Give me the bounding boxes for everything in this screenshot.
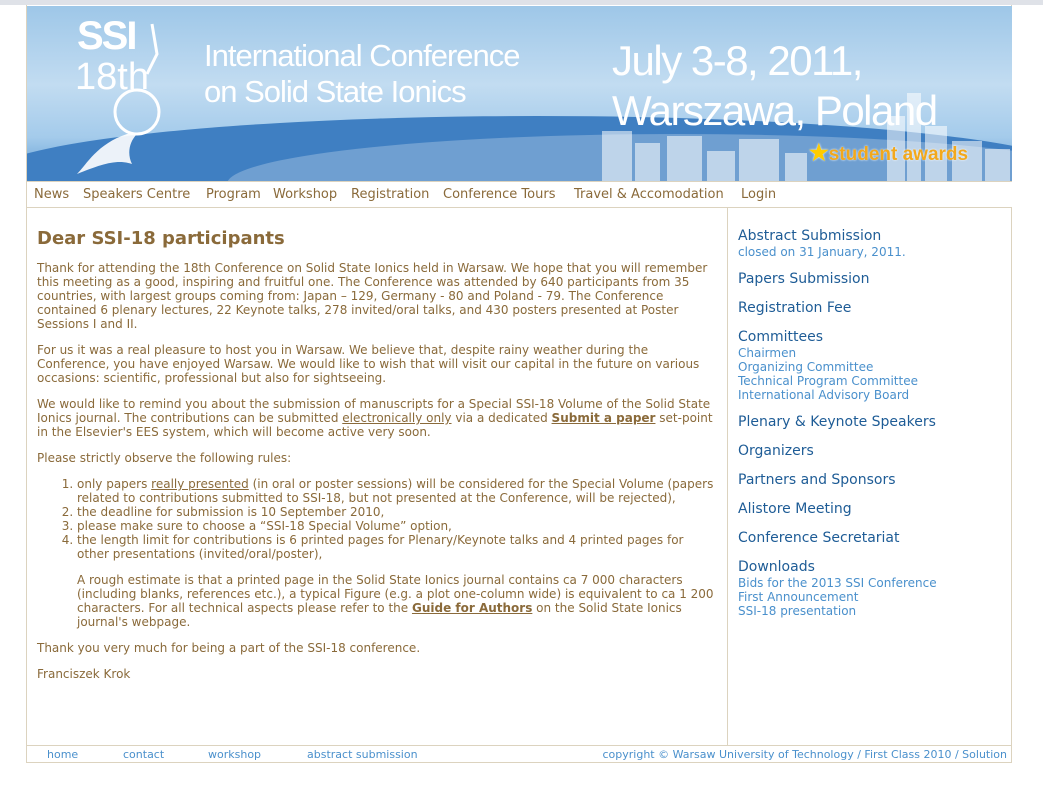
skyline-building: [635, 143, 660, 181]
skyline-building: [985, 149, 1010, 181]
footer-copyright: copyright © Warsaw University of Technology / First Class 2010 / Solution: [602, 748, 1007, 761]
rules-list: [37, 477, 717, 629]
title-line-1: International Conference: [204, 38, 520, 73]
page-frame: [26, 5, 1012, 763]
submission-text-b: via a dedicated: [451, 411, 552, 425]
sidebar-papers-submission[interactable]: Papers Submission: [738, 271, 870, 287]
footer-abstract-submission-link[interactable]: abstract submission: [307, 748, 418, 761]
note-text-a: A rough estimate is that a printed page in the Solid State Ionics journal contains ca 7 000 characters (including blanks, references etc.), a typical Figure (e.g. a plot one-column wide) is equivalent to ca 1 200 characters. For all technical aspects please refer to the: [77, 573, 714, 615]
sidebar-abstract-closed: closed on 31 January, 2011.: [738, 245, 906, 259]
paragraph-pleasure: For us it was a real pleasure to host you in Warsaw. We believe that, despite rainy weather during the Conference, you have enjoyed Warsaw. We would like to wish that will visit our capital in the future on various occasions: scientific, professional but also for sightseeing.: [37, 343, 700, 385]
sidebar-group-abstract: [738, 228, 1008, 259]
rule4-text: the length limit for contributions is 6 printed pages for Plenary/Keynote talks and 4 printed pages for other presentations (invited/oral/poster),: [77, 533, 684, 561]
sidebar-group-speakers: [738, 414, 1008, 431]
guide-for-authors-link[interactable]: Guide for Authors: [411, 601, 533, 615]
rule-item: [77, 533, 717, 629]
sidebar-committees[interactable]: Committees: [738, 329, 824, 345]
nav-registration[interactable]: Registration: [351, 187, 430, 202]
sidebar-downloads[interactable]: Downloads: [738, 559, 815, 575]
paragraph-attendance: Thank for attending the 18th Conference on Solid State Ionics held in Warsaw. We hope that you will remember this meeting as a good, inspiring and fruitful one. The Conference was attended by 640 participants from 35 countries, with largest groups coming from: Japan – 129, Germany - 80 and Poland - 79. The Conference contained 6 plenary lectures, 22 Keynote talks, 278 invited/oral talks, and 430 posters presented at Poster Sessions I and II.: [37, 261, 708, 331]
really-presented-link[interactable]: really presented: [151, 477, 249, 491]
nav-workshop[interactable]: Workshop: [273, 187, 338, 202]
sidebar-abstract-submission[interactable]: Abstract Submission: [738, 228, 882, 244]
submit-a-paper-link[interactable]: Submit a paper: [551, 411, 656, 425]
submission-text-c: set-point in the Elsevier's EES system, which will become active very soon.: [37, 411, 713, 439]
sidebar-international-advisory-board[interactable]: International Advisory Board: [738, 388, 910, 402]
note-text-b: on the Solid State Ionics journal's webpage.: [77, 601, 682, 629]
skyline-building: [785, 153, 807, 181]
paragraph-thanks: Thank you very much for being a part of the SSI-18 conference.: [37, 641, 421, 655]
page-heading: Dear SSI-18 participants: [37, 228, 285, 249]
submission-text-a: We would like to remind you about the submission of manuscripts for a Special SSI-18 Volume of the Solid State Ionics journal. The contributions can be submitted: [37, 397, 711, 425]
rule-item: 2. the deadline for submission is 10 September 2010,: [77, 505, 717, 519]
sidebar-group-fee: [738, 300, 1008, 317]
rough-estimate-note: [77, 573, 717, 629]
skyline-building: [739, 139, 779, 181]
skyline-building: [602, 131, 632, 181]
student-awards-badge[interactable]: [809, 140, 968, 166]
sidebar-group-secretariat: [738, 530, 1008, 547]
nav-conference-tours[interactable]: Conference Tours: [443, 187, 556, 202]
sidebar-chairmen[interactable]: Chairmen: [738, 346, 797, 360]
nav-speakers-centre[interactable]: Speakers Centre: [83, 187, 191, 202]
sidebar-group-organizers: [738, 443, 1008, 460]
sidebar-download-first-announcement[interactable]: First Announcement: [738, 590, 859, 604]
sidebar-organizing-committee[interactable]: Organizing Committee: [738, 360, 874, 374]
sidebar-group-committees: [738, 329, 1008, 402]
signature: Franciszek Krok: [37, 667, 131, 681]
star-icon: ★: [809, 140, 829, 165]
conference-date: July 3-8, 2011, Warszawa, Poland: [612, 37, 937, 134]
footer-contact-link[interactable]: contact: [123, 748, 165, 761]
sidebar-group-partners: [738, 472, 1008, 489]
student-awards-label: student awards: [828, 144, 969, 165]
sidebar-plenary-keynote-speakers[interactable]: Plenary & Keynote Speakers: [738, 414, 936, 430]
sidebar-group-alistore: [738, 501, 1008, 518]
sidebar-conference-secretariat[interactable]: Conference Secretariat: [738, 530, 900, 546]
sidebar-registration-fee[interactable]: Registration Fee: [738, 300, 852, 316]
logo-18th: 18th: [75, 56, 149, 98]
sidebar: [738, 228, 1008, 630]
conference-title: [204, 38, 520, 110]
title-line-2: on Solid State Ionics: [204, 74, 466, 109]
logo-ssi: SSI: [77, 14, 136, 58]
sidebar-organizers[interactable]: Organizers: [738, 443, 814, 459]
rule1-text-a: only papers: [77, 477, 152, 491]
sidebar-download-bids-2013[interactable]: Bids for the 2013 SSI Conference: [738, 576, 937, 590]
main-nav: [27, 181, 1012, 208]
footer-workshop-link[interactable]: workshop: [208, 748, 262, 761]
nav-news[interactable]: News: [34, 187, 70, 202]
skyline-building: [667, 136, 702, 181]
rule-item: 3. please make sure to choose a “SSI-18 Special Volume” option,: [77, 519, 717, 533]
sidebar-group-downloads: [738, 559, 1008, 618]
paragraph-submission: [37, 397, 717, 439]
footer-home-link[interactable]: home: [47, 748, 79, 761]
rule-item: [77, 477, 717, 505]
skyline-building: [707, 151, 735, 181]
electronically-only-link[interactable]: electronically only: [342, 411, 452, 425]
nav-login[interactable]: Login: [741, 187, 777, 202]
sidebar-technical-program-committee[interactable]: Technical Program Committee: [738, 374, 918, 388]
paragraph-rules-intro: Please strictly observe the following rules:: [37, 451, 292, 465]
sidebar-group-papers: [738, 271, 1008, 288]
nav-travel-accomodation[interactable]: Travel & Accomodation: [574, 187, 724, 202]
main-content: [37, 227, 717, 681]
sidebar-alistore-meeting[interactable]: Alistore Meeting: [738, 501, 852, 517]
rule1-text-b: (in oral or poster sessions) will be considered for the Special Volume (papers related to contributions submitted to SSI-18, but not presented at the Conference, will be rejected),: [77, 477, 714, 505]
header-banner: [27, 6, 1012, 181]
footer: [27, 745, 1012, 764]
sidebar-download-ssi18-presentation[interactable]: SSI-18 presentation: [738, 604, 857, 618]
column-divider: [727, 207, 728, 745]
nav-program[interactable]: Program: [206, 187, 261, 202]
sidebar-partners-sponsors[interactable]: Partners and Sponsors: [738, 472, 896, 488]
